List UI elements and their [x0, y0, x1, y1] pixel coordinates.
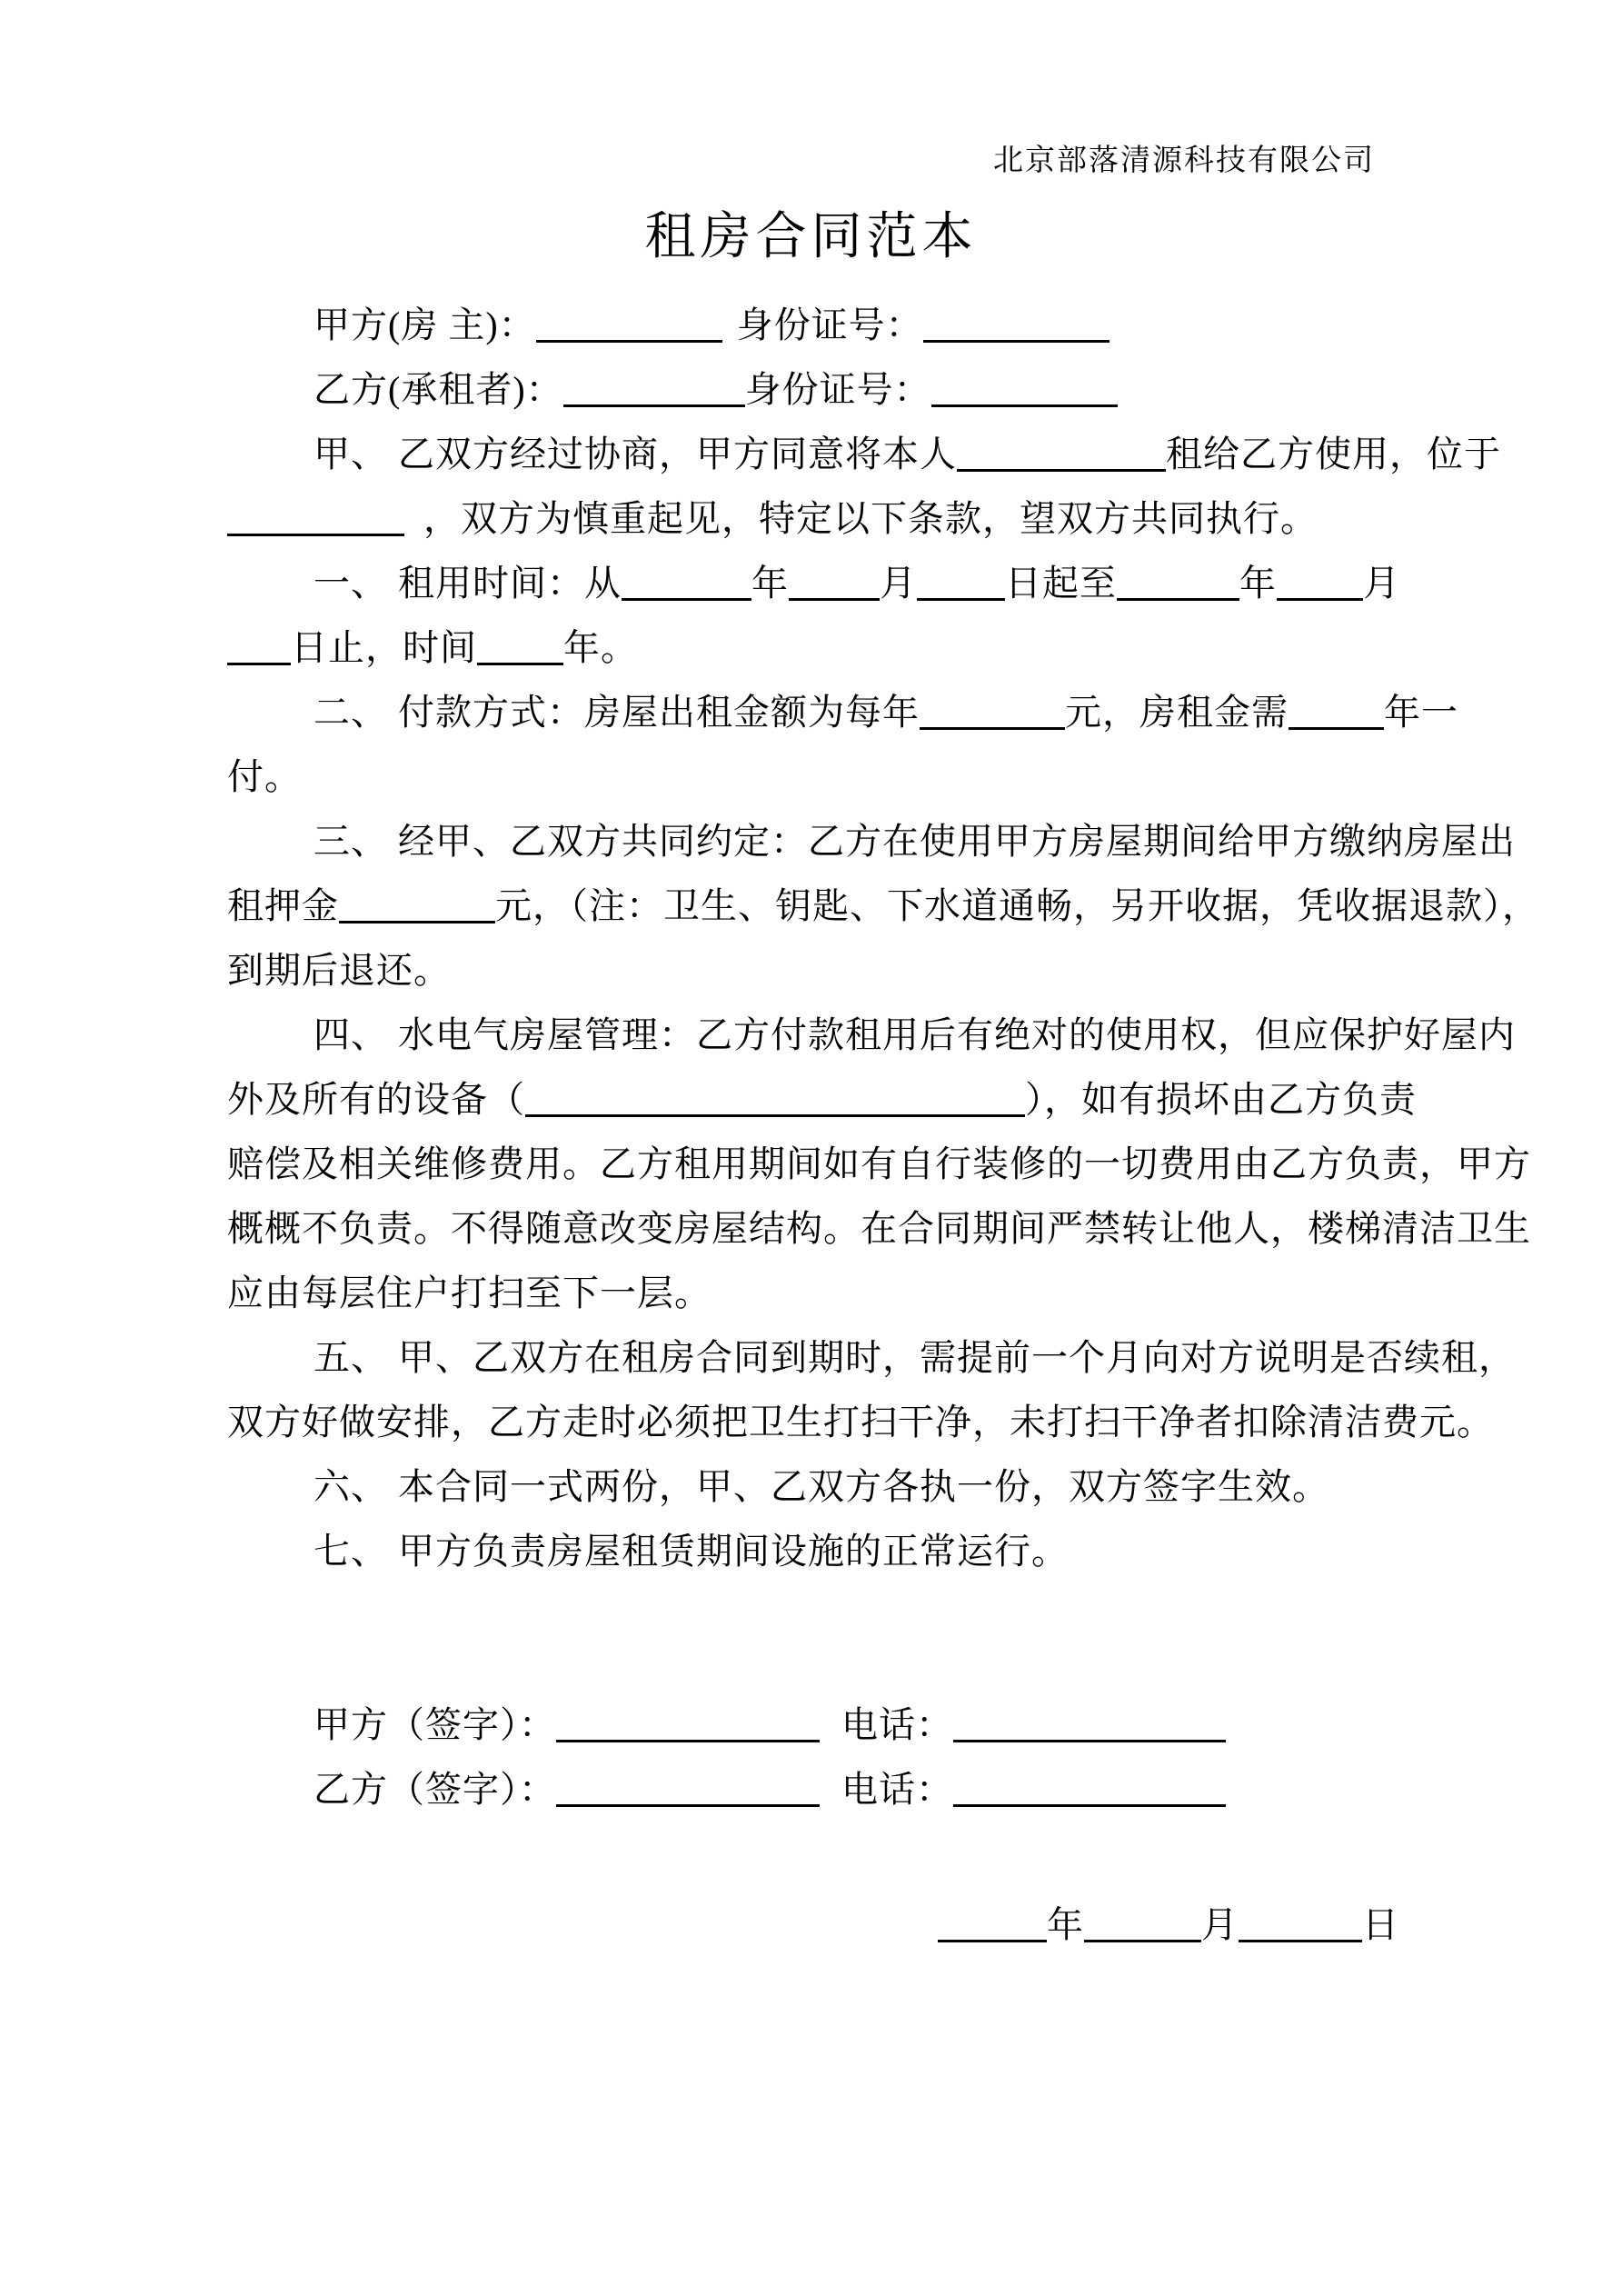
text-run: 日 — [1362, 1904, 1399, 1945]
text-run: 月 — [1363, 563, 1400, 604]
fill-in-blank — [957, 469, 1166, 472]
text-run: 租给乙方使用，位于 — [1166, 434, 1501, 474]
clause-3-line-1 — [227, 809, 1516, 873]
fill-in-blank — [525, 1114, 1025, 1117]
text-run: 年一 — [1384, 692, 1458, 733]
text-run: 双方好做安排，乙方走时必须把卫生打扫干净，未打扫干净者扣除清洁费元。 — [227, 1402, 1494, 1442]
clause-7-line — [227, 1519, 1399, 1583]
text-run: 租押金 — [227, 885, 339, 926]
fill-in-blank — [923, 340, 1110, 343]
preamble-line-2 — [227, 486, 1399, 551]
text-run: 元，房租金需 — [1065, 692, 1289, 733]
clause-1-line-2 — [227, 615, 1399, 680]
fill-in-blank — [556, 1740, 820, 1742]
text-run: 月 — [1201, 1904, 1239, 1945]
signature-party-a-line — [227, 1692, 1399, 1757]
text-run: 身份证号： — [744, 369, 931, 410]
text-run: 六、 本合同一式两份，甲、乙双方各执一份，双方签字生效。 — [313, 1466, 1329, 1507]
clause-5-line-2 — [227, 1390, 1494, 1454]
text-run: 乙方（签字）： — [313, 1769, 556, 1810]
clause-6-line — [227, 1454, 1399, 1519]
text-run: 乙方(承租者)： — [313, 369, 563, 410]
fill-in-blank — [227, 534, 404, 536]
fill-in-blank — [920, 727, 1065, 730]
clause-4-line-3 — [227, 1132, 1531, 1196]
fill-in-blank — [953, 1740, 1226, 1742]
text-run: 概概不负责。不得随意改变房屋结构。在合同期间严禁转让他人，楼梯清洁卫生 — [227, 1208, 1531, 1249]
fill-in-blank — [477, 663, 563, 665]
text-run: 二、 付款方式：房屋出租金额为每年 — [313, 692, 920, 733]
fill-in-blank — [789, 598, 880, 601]
blank-lines — [227, 1822, 1399, 1892]
text-run: 外及所有的设备（ — [227, 1079, 525, 1120]
clause-5-line-1 — [227, 1325, 1516, 1390]
clause-4-line-5 — [227, 1261, 1399, 1325]
clause-4-line-2 — [227, 1067, 1417, 1132]
fill-in-blank — [536, 340, 722, 343]
text-run: 一、 租用时间：从 — [313, 563, 622, 604]
fill-in-blank — [1277, 598, 1363, 601]
text-run: 身份证号： — [736, 304, 923, 345]
text-run: 四、 水电气房屋管理：乙方付款租用后有绝对的使用权，但应保护好屋内 — [313, 1014, 1516, 1055]
spacer — [722, 336, 737, 337]
text-run: ），如有损坏由乙方负责 — [1025, 1079, 1417, 1120]
blank-lines — [227, 1583, 1399, 1692]
fill-in-blank — [917, 598, 1005, 601]
fill-in-blank — [622, 598, 751, 601]
text-run: 电话： — [841, 1704, 953, 1745]
clause-4-line-1 — [227, 1003, 1516, 1067]
text-run: 五、 甲、乙双方在租房合同到期时，需提前一个月向对方说明是否续租， — [313, 1337, 1516, 1378]
text-run: 付。 — [227, 756, 302, 797]
text-run: 甲方(房 主)： — [313, 304, 536, 345]
date-line — [227, 1892, 1399, 1957]
fill-in-blank — [339, 921, 495, 923]
text-run: 年 — [1047, 1904, 1084, 1945]
fill-in-blank — [556, 1804, 820, 1807]
text-run: 赔偿及相关维修费用。乙方租用期间如有自行装修的一切费用由乙方负责，甲方 — [227, 1143, 1531, 1184]
clause-2-line-2 — [227, 744, 1399, 809]
fill-in-blank — [563, 404, 745, 407]
clause-2-line-1 — [227, 680, 1458, 744]
fill-in-blank — [1084, 1940, 1201, 1942]
text-run: 甲方（签字）： — [313, 1704, 556, 1745]
text-run: 年 — [751, 563, 789, 604]
text-run: ，双方为慎重起见，特定以下条款，望双方共同执行。 — [413, 498, 1318, 539]
text-run: 到期后退还。 — [227, 950, 451, 991]
text-run: 元，（注：卫生、钥匙、下水道通畅，另开收据，凭收据退款）， — [495, 885, 1539, 926]
text-run: 日起至 — [1005, 563, 1117, 604]
text-run: 应由每层住户打扫至下一层。 — [227, 1273, 711, 1313]
fill-in-blank — [1289, 727, 1384, 730]
fill-in-blank — [931, 404, 1118, 407]
text-run: 年。 — [563, 627, 638, 668]
spacer — [404, 530, 413, 531]
text-run: 年 — [1239, 563, 1277, 604]
signature-party-b-line — [227, 1757, 1399, 1822]
preamble-line-1 — [227, 422, 1501, 486]
fill-in-blank — [1239, 1940, 1362, 1942]
text-run: 日止，时间 — [291, 627, 477, 668]
fill-in-blank — [938, 1940, 1047, 1942]
fill-in-blank — [227, 663, 291, 665]
party-a-line — [227, 293, 1399, 357]
text-run: 七、 甲方负责房屋租赁期间设施的正常运行。 — [313, 1531, 1069, 1572]
text-run: 电话： — [841, 1769, 953, 1810]
company-header: 北京部落清源科技有限公司 — [993, 145, 1375, 177]
clause-3-line-3 — [227, 938, 1399, 1003]
party-b-line — [227, 357, 1399, 422]
document-body — [227, 293, 1539, 1957]
text-run: 三、 经甲、乙双方共同约定：乙方在使用甲方房屋期间给甲方缴纳房屋出 — [313, 821, 1516, 862]
spacer — [820, 1801, 841, 1802]
page-title: 租房合同范本 — [644, 209, 978, 265]
spacer — [820, 1736, 841, 1737]
fill-in-blank — [1117, 598, 1239, 601]
fill-in-blank — [953, 1804, 1226, 1807]
clause-1-line-1 — [227, 551, 1399, 615]
text-run: 甲、 乙双方经过协商，甲方同意将本人 — [313, 434, 957, 474]
clause-4-line-4 — [227, 1196, 1531, 1261]
clause-3-line-2 — [227, 873, 1539, 938]
text-run: 月 — [880, 563, 917, 604]
